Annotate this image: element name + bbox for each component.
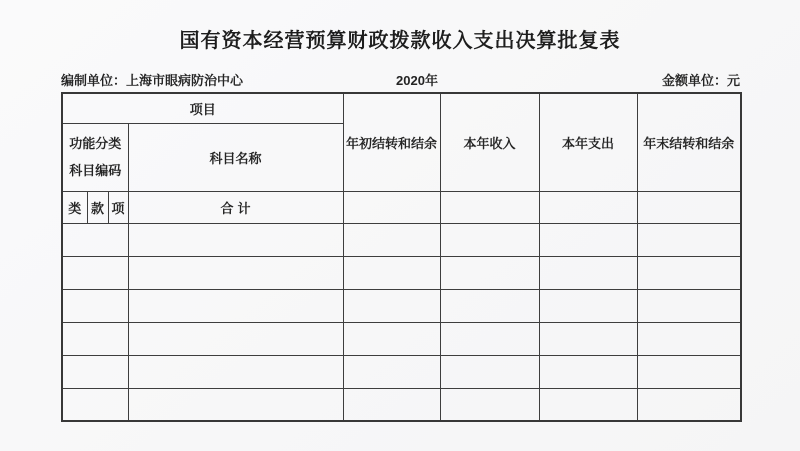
end-balance-cell <box>637 355 741 388</box>
begin-balance-cell <box>343 223 440 256</box>
empty-data-row <box>62 322 741 355</box>
code-cell-merged <box>62 355 128 388</box>
amount-unit <box>662 70 740 89</box>
end-balance-cell <box>637 388 741 421</box>
total-end-balance-cell <box>637 191 741 223</box>
income-cell <box>440 289 539 322</box>
document-title: 国有资本经营预算财政拨款收入支出决算批复表 <box>179 30 621 52</box>
amount-unit-label: 金额单位： <box>661 73 727 88</box>
code-cell-merged <box>62 289 128 322</box>
budget-table <box>61 92 742 422</box>
subject-cell <box>128 256 343 289</box>
begin-balance-cell <box>343 322 440 355</box>
end-balance-cell <box>637 256 741 289</box>
func-class-code-lines <box>63 124 128 191</box>
subject-cell <box>128 289 343 322</box>
subject-cell <box>128 223 343 256</box>
begin-balance-cell <box>343 355 440 388</box>
income-cell <box>440 388 539 421</box>
subject-cell <box>128 388 343 421</box>
empty-data-row <box>62 289 741 322</box>
prepared-by-label: 编制单位： <box>61 73 127 88</box>
begin-balance-cell <box>343 256 440 289</box>
income-cell <box>440 223 539 256</box>
expense-cell <box>539 322 637 355</box>
end-balance-cell <box>637 223 741 256</box>
header-row-codes-total <box>62 191 741 223</box>
func-class-line1: 功能分类 <box>69 136 122 152</box>
end-balance-cell <box>637 322 741 355</box>
prepared-by-value: 上海市眼病防治中心 <box>126 73 244 88</box>
empty-data-row <box>62 388 741 421</box>
expense-cell <box>539 223 637 256</box>
income-cell <box>440 355 539 388</box>
income-cell <box>440 322 539 355</box>
expense-cell <box>539 289 637 322</box>
code-section-cell: 款 <box>87 191 108 223</box>
prepared-by <box>61 70 243 89</box>
total-label-cell: 合计 <box>128 191 343 223</box>
func-class-line2: 科目编码 <box>69 162 122 178</box>
total-begin-balance-cell <box>343 191 440 223</box>
total-expense-cell <box>539 191 637 223</box>
empty-data-row <box>62 355 741 388</box>
header-row-project <box>62 93 741 123</box>
meta-row <box>61 70 740 88</box>
income-cell <box>440 256 539 289</box>
code-cell-merged <box>62 256 128 289</box>
fiscal-year: 2020年 <box>396 73 438 88</box>
empty-data-row <box>62 223 741 256</box>
code-cell-merged <box>62 322 128 355</box>
code-class-cell: 类 <box>62 191 87 223</box>
header-func-class-code <box>62 123 128 191</box>
begin-balance-cell <box>343 388 440 421</box>
header-project: 项目 <box>62 93 343 123</box>
code-cell-merged <box>62 388 128 421</box>
expense-cell <box>539 388 637 421</box>
code-cell-merged <box>62 223 128 256</box>
total-income-cell <box>440 191 539 223</box>
subject-cell <box>128 355 343 388</box>
header-end-balance: 年末结转和结余 <box>637 93 741 191</box>
header-current-income: 本年收入 <box>440 93 539 191</box>
empty-data-row <box>62 256 741 289</box>
begin-balance-cell <box>343 289 440 322</box>
header-begin-balance: 年初结转和结余 <box>343 93 440 191</box>
empty-rows-host <box>62 223 741 421</box>
end-balance-cell <box>637 289 741 322</box>
subject-cell <box>128 322 343 355</box>
expense-cell <box>539 355 637 388</box>
header-current-expense: 本年支出 <box>539 93 637 191</box>
header-subject-name: 科目名称 <box>128 123 343 191</box>
code-item-cell: 项 <box>108 191 128 223</box>
amount-unit-value: 元 <box>726 73 740 88</box>
expense-cell <box>539 256 637 289</box>
